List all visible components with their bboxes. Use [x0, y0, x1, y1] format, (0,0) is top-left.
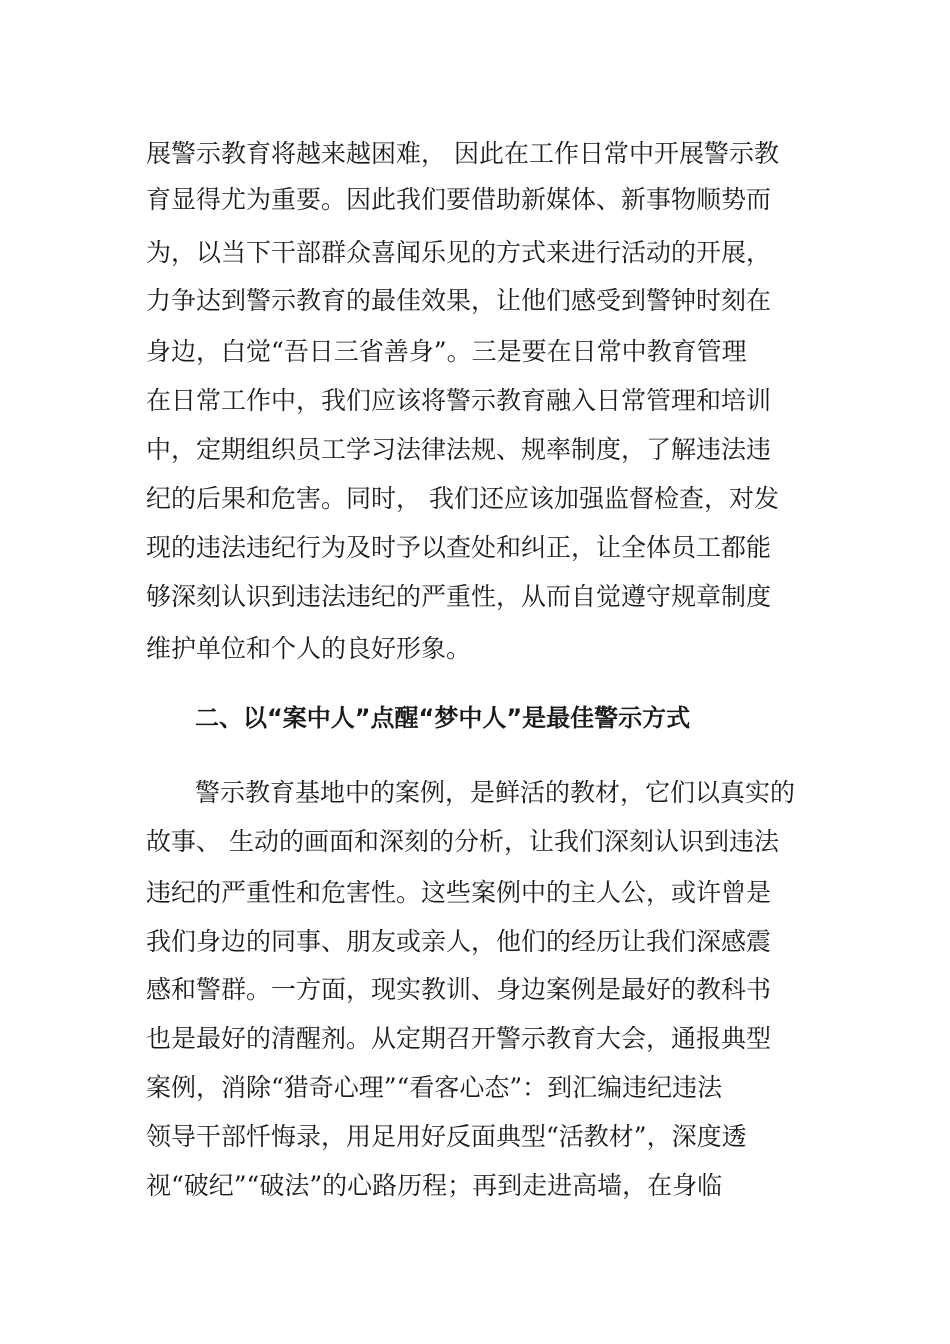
paragraph-line: 纪的后果和危害。同时， 我们还应该加强监督检查，对发 [146, 484, 779, 513]
paragraph-line: 育显得尤为重要。因此我们要借助新媒体、新事物顺势而 [146, 185, 772, 214]
paragraph-line: 中，定期组织员工学习法律法规、规率制度，了解违法违 [146, 435, 772, 464]
paragraph-line: 视“破纪”“破法”的心路历程；再到走进高墙，在身临 [146, 1171, 723, 1200]
paragraph-line: 故事、 生动的画面和深刻的分析，让我们深刻认识到违法 [146, 827, 779, 856]
paragraph-line: 领导干部忏悔录，用足用好反面典型“活教材”，深度透 [146, 1122, 747, 1151]
paragraph-line: 为，以当下干部群众喜闻乐见的方式来进行活动的开展， [146, 238, 772, 267]
paragraph-line: 展警示教育将越来越困难， 因此在工作日常中开展警示教 [146, 139, 779, 168]
paragraph-line: 维护单位和个人的良好形象。 [146, 634, 472, 663]
paragraph-line: 案例，消除“猎奇心理”“看客心态”：到汇编违纪违法 [146, 1073, 723, 1102]
paragraph-line: 身边，白觉“吾日三省善身”。三是要在日常中教育管理 [146, 337, 747, 366]
section-heading: 二、以“案中人”点醒“梦中人”是最佳警示方式 [195, 704, 691, 732]
paragraph-line: 我们身边的同事、朋友或亲人，他们的经历让我们深感震 [146, 927, 772, 956]
paragraph-line: 感和警群。一方面，现实教训、身边案例是最好的教科书 [146, 975, 772, 1004]
paragraph-line: 违纪的严重性和危害性。这些案例中的主人公，或许曾是 [146, 878, 772, 907]
paragraph-line: 够深刻认识到违法违纪的严重性，从而自觉遵守规章制度 [146, 582, 772, 611]
paragraph-line: 力争达到警示教育的最佳效果，让他们感受到警钟时刻在 [146, 286, 772, 315]
paragraph-line: 现的违法违纪行为及时予以查处和纠正，让全体员工都能 [146, 533, 772, 562]
paragraph-line: 也是最好的清醒剂。从定期召开警示教育大会，通报典型 [146, 1024, 772, 1053]
paragraph-line: 警示教育基地中的案例，是鲜活的教材，它们以真实的 [195, 778, 796, 807]
paragraph-line: 在日常工作中，我们应该将警示教育融入日常管理和培训 [146, 386, 772, 415]
